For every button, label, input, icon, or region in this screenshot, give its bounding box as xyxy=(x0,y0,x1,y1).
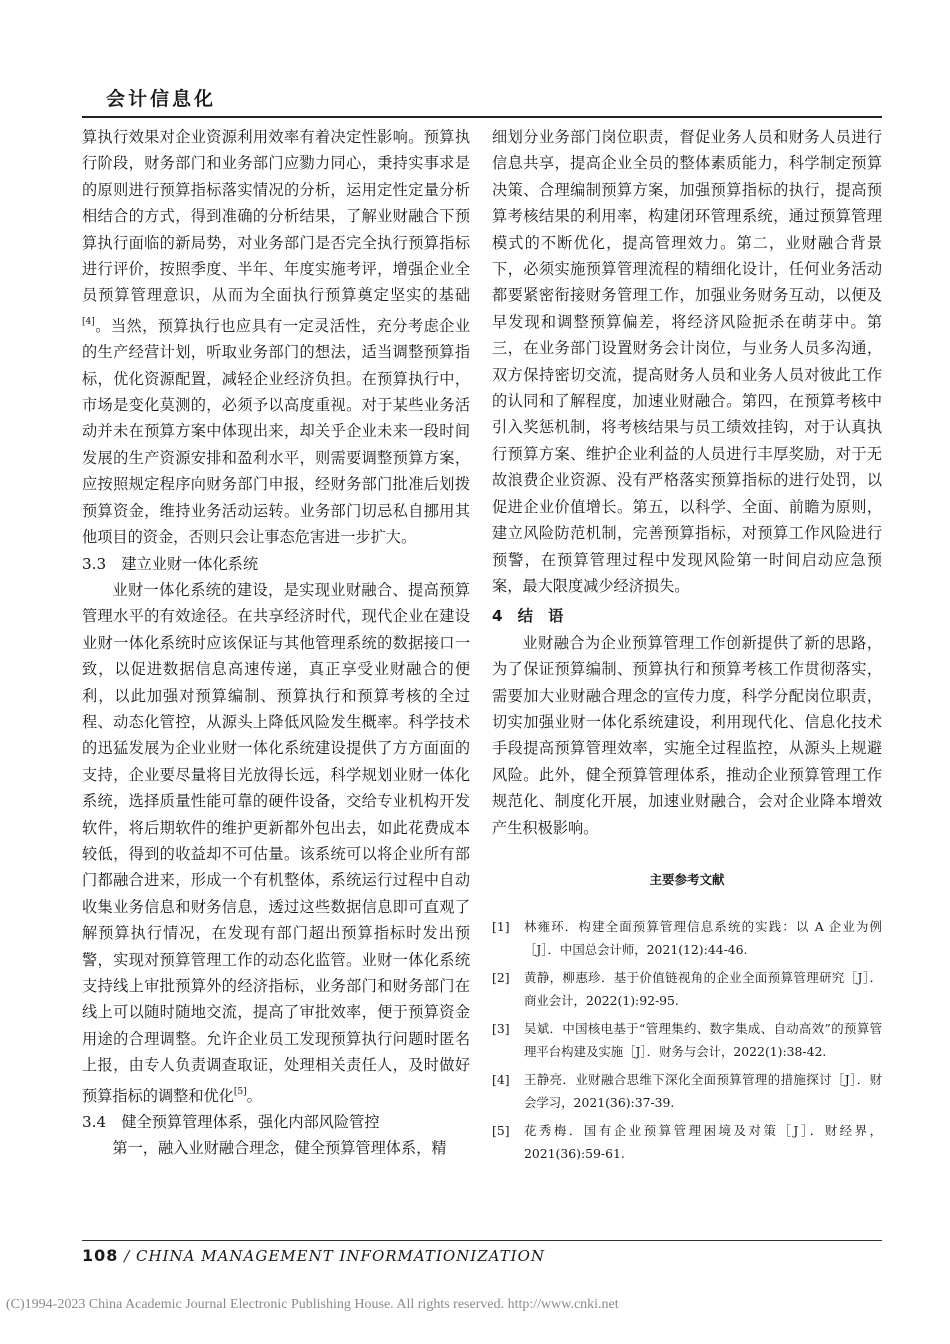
reference-number: [3] xyxy=(492,1021,510,1037)
references-list xyxy=(492,915,882,1165)
paragraph-text: 。当然，预算执行也应具有一定灵活性，充分考虑企业的生产经营计划，听取业务部门的想法，适当调整预算指标，优化资源配置，减轻企业经济负担。在预算执行中，市场是变化莫测的，必须予以高度重视。对于某些业务活动并未在预算方案中体现出来，却关乎企业未来一段时间发展的生产资源安排和盈利水平，则需要调整预算方案，应按照规定程序向财务部门申报，经财务部门批准后划拨预算资金，维持业务活动运转。业务部门切忌私自挪用其他项目的资金，否则只会让事态危害进一步扩大。 xyxy=(82,316,470,547)
paragraph-text: 算执行效果对企业资源利用效率有着决定性影响。预算执行阶段，财务部门和业务部门应勠力同心，秉持实事求是的原则进行预算指标落实情况的分析，运用定性定量分析相结合的方式，得到准确的分析结果，了解业财融合下预算执行面临的新局势，对业务部门是否完全执行预算指标进行评价，按照季度、半年、年度实施考评，增强企业全员预算管理意识，从而为全面执行预算奠定坚实的基础 xyxy=(82,128,470,305)
paragraph: 细划分业务部门岗位职责，督促业务人员和财务人员进行信息共享，提高企业全员的整体素质能力，科学制定预算决策、合理编制预算方案，加强预算指标的执行，提高预算考核结果的利用率，构建闭环管理系统，通过预算管理模式的不断优化，提高管理效力。第二，业财融合背景下，必须实施预算管理流程的精细化设计，任何业务活动都要紧密衔接财务管理工作，加强业务财务互动，以便及早发现和调整预算偏差，将经济风险扼杀在萌芽中。第三，在业务部门设置财务会计岗位，与业务人员多沟通，双方保持密切交流，提高财务人员和业务人员对彼此工作的认同和了解程度，加速业财融合。第四，在预算考核中引入奖惩机制，将考核结果与员工绩效挂钩，对于认真执行预算方案、维护企业利益的人员进行丰厚奖励，对于无故浪费企业资源、没有严格落实预算指标的进行处罚，以促进企业价值增长。第五，以科学、全面、前瞻为原则，建立风险防范机制，完善预算指标，对预算工作风险进行预警，在预算管理过程中发现风险第一时间启动应急预案，最大限度减少经济损失。 xyxy=(492,128,882,595)
journal-name: / CHINA MANAGEMENT INFORMATIONIZATION xyxy=(124,1247,545,1265)
reference-number: [2] xyxy=(492,970,510,986)
citation-4[interactable]: [4] xyxy=(82,316,95,327)
paragraph xyxy=(82,577,470,1109)
reference-number: [5] xyxy=(492,1123,510,1139)
references-title: 主要参考文献 xyxy=(649,871,725,887)
section-heading-3-3: 3.3 建立业财一体化系统 xyxy=(82,554,259,573)
paragraph-text: 业财一体化系统的建设，是实现业财融合、提高预算管理水平的有效途径。在共享经济时代，现代企业在建设业财一体化系统时应该保证与其他管理系统的数据接口一致，以促进数据信息高速传递，真正享受业财融合的便利，以此加强对预算编制、预算执行和预算考核的全过程、动态化管控，从源头上降低风险发生概率。科学技术的迅猛发展为企业业财一体化系统建设提供了方方面面的支持，企业要尽量将目光放得长远，科学规划业财一体化系统，选择质量性能可靠的硬件设备，交给专业机构开发软件，将后期软件的维护更新都外包出去，如此花费成本较低，得到的收益却不可估量。该系统可以将企业所有部门都融合进来，形成一个有机整体，系统运行过程中自动收集业务信息和财务信息，透过这些数据信息即可直观了解预算执行情况，在发现有部门超出预算指标时发出预警，实现对预算管理工作的动态化监管。业财一体化系统支持线上审批预算外的经济指标，业务部门和财务部门在线上可以随时随地交流，提高了审批效率，便于预算资金用途的合理调整。允许企业员工发现预算执行问题时匿名上报，由专人负责调查取证，处理相关责任人，及时做好预算指标的调整和优化 xyxy=(82,580,470,1105)
citation-5[interactable]: [5] xyxy=(233,1086,247,1097)
journal-section-title: 会计信息化 xyxy=(106,88,217,110)
reference-item xyxy=(492,1017,882,1063)
paragraph: 第一，融入业财融合理念，健全预算管理体系，精 xyxy=(112,1139,447,1158)
paragraph xyxy=(82,124,470,551)
reference-item xyxy=(492,1068,882,1114)
reference-item xyxy=(492,966,882,1012)
reference-item xyxy=(492,915,882,961)
reference-text: 花秀梅．国有企业预算管理困境及对策［J］．财经界，2021(36):59-61. xyxy=(524,1123,882,1162)
header-divider xyxy=(82,116,882,118)
reference-number: [4] xyxy=(492,1072,510,1088)
page-footer xyxy=(82,1246,545,1265)
paragraph-text: 。 xyxy=(246,1086,262,1105)
reference-text: 吴斌．中国核电基于“管理集约、数字集成、自动高效”的预算管理平台构建及实施［J］．财务与会计，2022(1):38-42. xyxy=(524,1021,882,1060)
paragraph: 业财融合为企业预算管理工作创新提供了新的思路，为了保证预算编制、预算执行和预算考核工作贯彻落实，需要加大业财融合理念的宣传力度，科学分配岗位职责，切实加强业财一体化系统建设，利用现代化、信息化技术手段提高预算管理效率，实施全过程监控，从源头上规避风险。此外，健全预算管理体系，推动企业预算管理工作规范化、制度化开展，加速业财融合，会对企业降本增效产生积极影响。 xyxy=(492,633,882,837)
reference-number: [1] xyxy=(492,919,510,935)
reference-item xyxy=(492,1119,882,1165)
right-column xyxy=(492,124,882,1170)
section-heading-4: 4 结 语 xyxy=(492,607,564,626)
section-heading-3-4: 3.4 健全预算管理体系，强化内部风险管控 xyxy=(82,1113,380,1132)
reference-text: 黄静，柳惠珍．基于价值链视角的企业全面预算管理研究［J］．商业会计，2022(1):92-95. xyxy=(524,970,882,1009)
page-number: 108 xyxy=(82,1246,119,1265)
reference-text: 林雍环．构建全面预算管理信息系统的实践：以 A 企业为例［J］．中国总会计师，2021(12):44-46. xyxy=(524,919,882,958)
footer-divider xyxy=(82,1240,882,1241)
left-column xyxy=(82,124,470,1162)
reference-text: 王静亮．业财融合思维下深化全面预算管理的措施探讨［J］．财会学习，2021(36):37-39. xyxy=(524,1072,882,1111)
copyright-watermark: (C)1994-2023 China Academic Journal Electronic Publishing House. All rights reserved. http://www.cnki.net xyxy=(6,1297,619,1312)
